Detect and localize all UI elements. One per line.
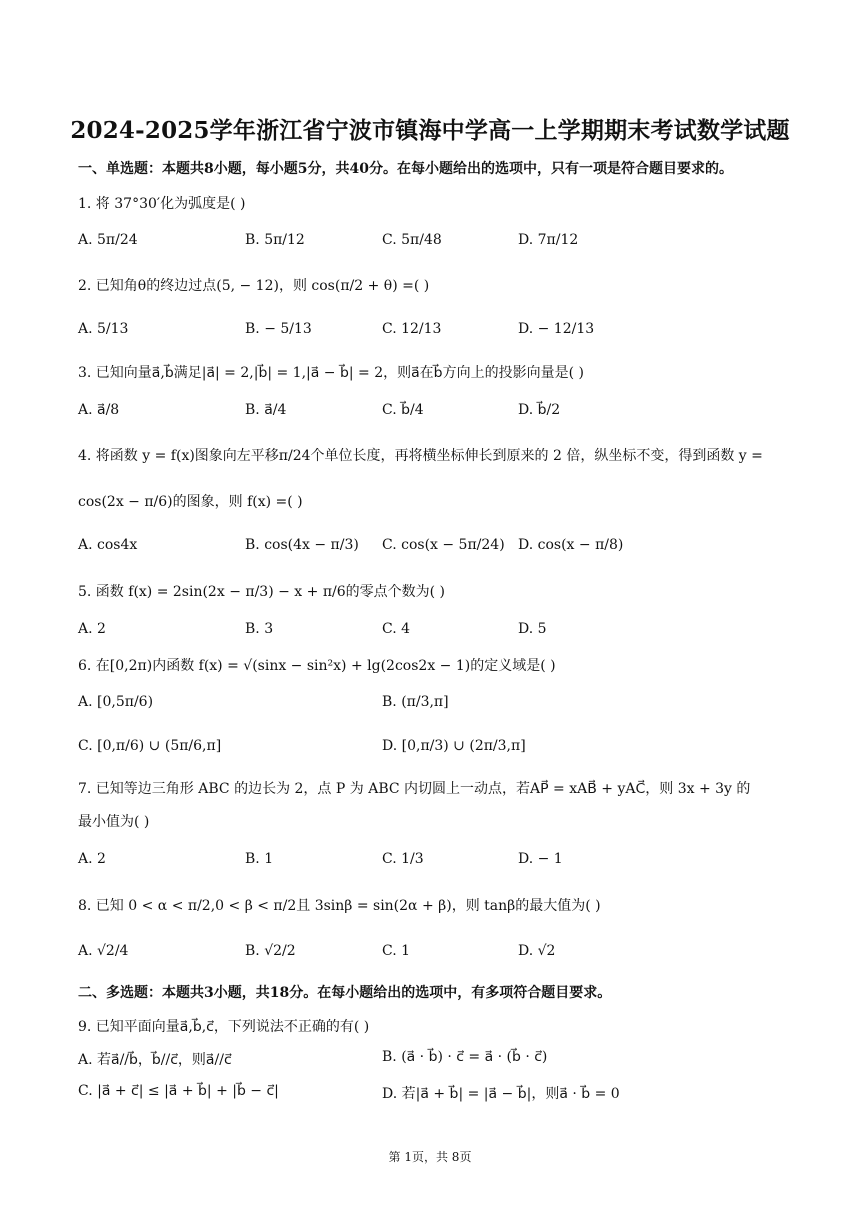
q3-option-c: C. b⃗/4: [382, 402, 424, 418]
q4-option-d: D. cos(x − π/8): [518, 537, 624, 553]
section-single-choice: 一、单选题：本题共8小题，每小题5分，共40分。在每小题给出的选项中，只有一项是符合题目要求的。: [78, 161, 733, 177]
q6-option-b: B. (π/3,π]: [382, 694, 449, 710]
q6-option-d: D. [0,π/3) ∪ (2π/3,π]: [382, 738, 526, 754]
q4-option-c: C. cos(x − 5π/24): [382, 537, 505, 553]
q1-option-a: A. 5π/24: [78, 232, 138, 248]
question-5: 5. 函数 f(x) = 2sin(2x − π/3) − x + π/6的零点个数为( ): [78, 584, 446, 600]
q5-option-a: A. 2: [78, 621, 106, 637]
question-7-line-1: 7. 已知等边三角形 ABC 的边长为 2，点 P 为 ABC 内切圆上一动点，若AP⃗ = xAB⃗ + yAC⃗，则 3x + 3y 的: [78, 781, 751, 797]
q7-option-a: A. 2: [78, 851, 106, 867]
q1-option-b: B. 5π/12: [245, 232, 305, 248]
q9-option-d: D. 若|a⃗ + b⃗| = |a⃗ − b⃗|，则a⃗ · b⃗ = 0: [382, 1086, 620, 1102]
q3-option-a: A. a⃗/8: [78, 402, 120, 418]
q2-option-a: A. 5/13: [78, 321, 129, 337]
question-9: 9. 已知平面向量a⃗,b⃗,c⃗，下列说法不正确的有( ): [78, 1019, 370, 1035]
q8-option-a: A. √2/4: [78, 943, 129, 959]
question-8: 8. 已知 0 < α < π/2,0 < β < π/2且 3sinβ = sin(2α + β)，则 tanβ的最大值为( ): [78, 898, 601, 914]
q4-option-a: A. cos4x: [78, 537, 138, 553]
q5-option-d: D. 5: [518, 621, 547, 637]
q8-option-b: B. √2/2: [245, 943, 296, 959]
page-title: 2024-2025学年浙江省宁波市镇海中学高一上学期期末考试数学试题: [70, 117, 790, 144]
question-3: 3. 已知向量a⃗,b⃗满足|a⃗| = 2,|b⃗| = 1,|a⃗ − b⃗| = 2，则a⃗在b⃗方向上的投影向量是( ): [78, 365, 584, 381]
q2-option-d: D. − 12/13: [518, 321, 595, 337]
question-4-line-2: cos(2x − π/6)的图象，则 f(x) =( ): [78, 494, 303, 510]
question-4-line-1: 4. 将函数 y = f(x)图象向左平移π/24个单位长度，再将横坐标伸长到原来的 2 倍，纵坐标不变，得到函数 y =: [78, 448, 763, 464]
q7-option-b: B. 1: [245, 851, 274, 867]
q5-option-b: B. 3: [245, 621, 274, 637]
q5-option-c: C. 4: [382, 621, 411, 637]
question-6: 6. 在[0,2π)内函数 f(x) = √(sinx − sin²x) + lg(2cos2x − 1)的定义域是( ): [78, 658, 556, 674]
section-multiple-choice: 二、多选题：本题共3小题，共18分。在每小题给出的选项中，有多项符合题目要求。: [78, 985, 612, 1001]
q3-option-d: D. b⃗/2: [518, 402, 561, 418]
q9-option-b: B. (a⃗ · b⃗) · c⃗ = a⃗ · (b⃗ · c⃗): [382, 1049, 548, 1065]
q2-option-b: B. − 5/13: [245, 321, 312, 337]
question-7-line-2: 最小值为( ): [78, 814, 150, 830]
q9-option-c: C. |a⃗ + c⃗| ≤ |a⃗ + b⃗| + |b⃗ − c⃗|: [78, 1083, 279, 1099]
q1-option-c: C. 5π/48: [382, 232, 442, 248]
q3-option-b: B. a⃗/4: [245, 402, 287, 418]
question-1: 1. 将 37°30′化为弧度是( ): [78, 196, 246, 212]
q6-option-c: C. [0,π/6) ∪ (5π/6,π]: [78, 738, 222, 754]
q4-option-b: B. cos(4x − π/3): [245, 537, 359, 553]
q1-option-d: D. 7π/12: [518, 232, 579, 248]
question-2: 2. 已知角θ的终边过点(5, − 12)，则 cos(π/2 + θ) =( ): [78, 278, 430, 294]
q6-option-a: A. [0,5π/6): [78, 694, 154, 710]
q7-option-d: D. − 1: [518, 851, 563, 867]
q9-option-a: A. 若a⃗//b⃗，b⃗//c⃗，则a⃗//c⃗: [78, 1052, 232, 1068]
q8-option-c: C. 1: [382, 943, 411, 959]
q8-option-d: D. √2: [518, 943, 556, 959]
q2-option-c: C. 12/13: [382, 321, 442, 337]
q7-option-c: C. 1/3: [382, 851, 424, 867]
page-footer: 第 1页，共 8页: [388, 1150, 472, 1164]
